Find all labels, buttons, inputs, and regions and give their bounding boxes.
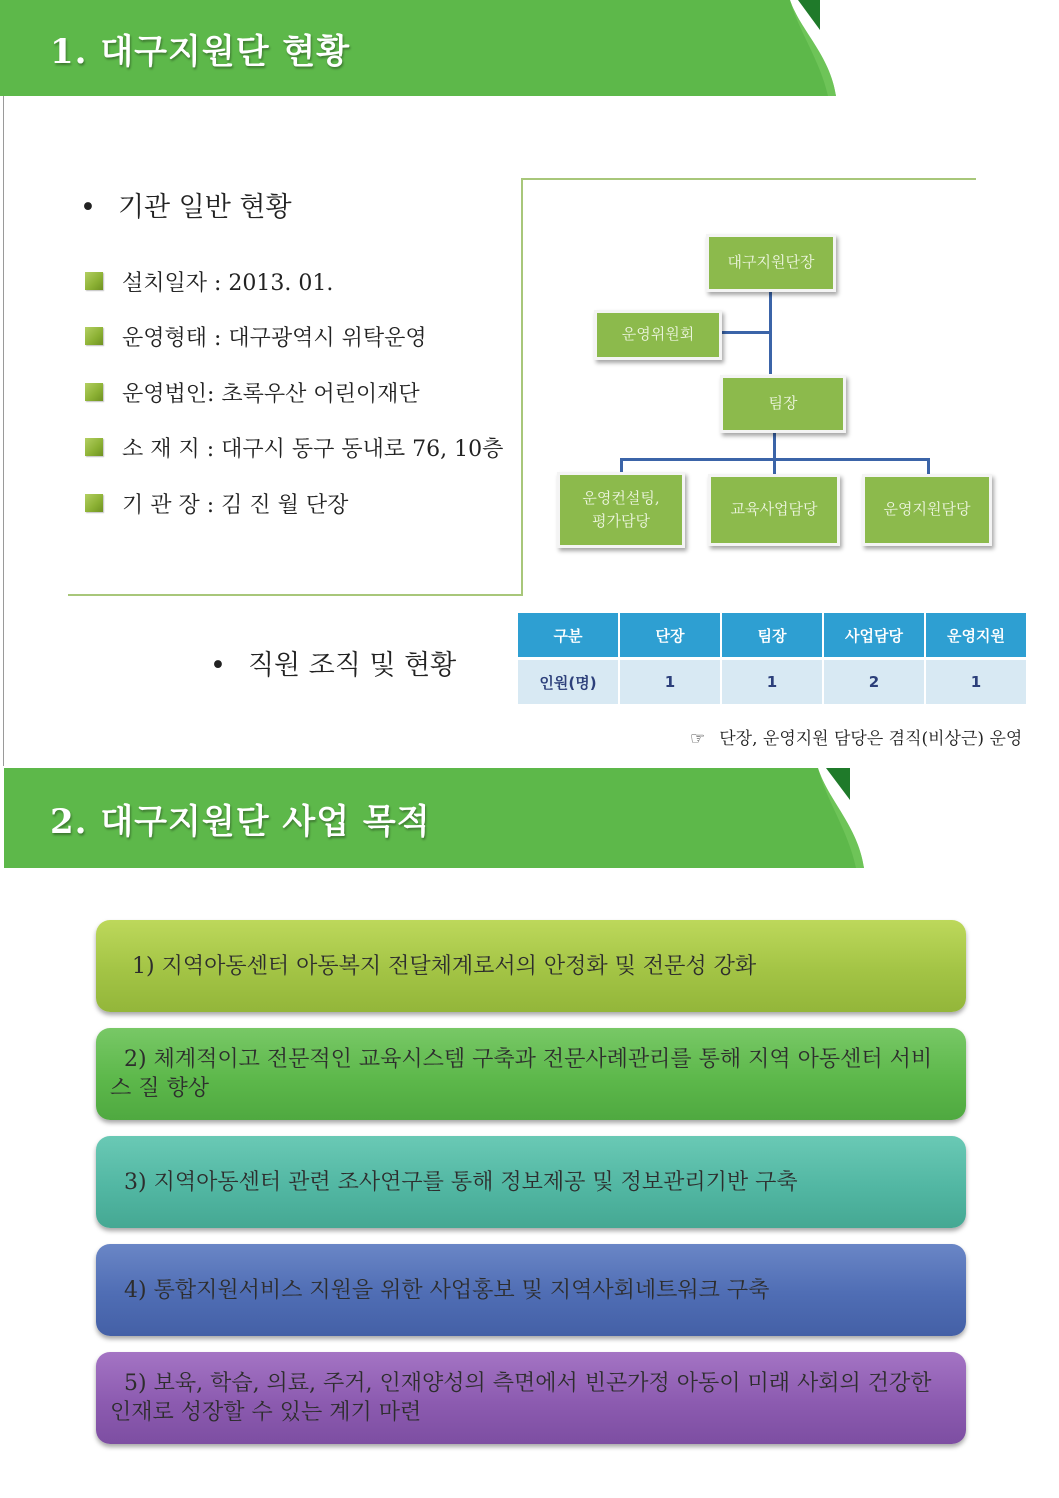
table-header-row [518,613,1026,659]
info-text: 소 재 지 : 대구시 동구 동내로 76, 10층 [122,436,504,462]
purpose-text: 2) 체계적이고 전문적인 교육시스템 구축과 전문사례관리를 통해 지역 아동센터 서비스 질 향상 [110,1047,933,1101]
table-cell: 1 [619,659,721,705]
staff-table [518,613,1026,704]
purpose-item [96,1136,966,1228]
org-connector [927,458,930,474]
org-connector [773,458,776,474]
table-cell: 인원(명) [518,659,619,705]
table-header-cell: 단장 [619,613,721,659]
staff-note [690,724,1022,749]
general-status-heading [80,185,292,224]
square-bullet-icon [85,438,103,456]
square-bullet-icon [85,272,103,290]
table-cell: 1 [721,659,823,705]
purpose-text: 4) 통합지원서비스 지원을 위한 사업홍보 및 지역사회네트워크 구축 [124,1277,770,1303]
general-status-heading-text: 기관 일반 현황 [117,192,292,223]
square-bullet-icon [85,494,103,512]
org-frame-left [521,178,523,596]
staff-note-text: 단장, 운영지원 담당은 겸직(비상근) 운영 [719,729,1023,749]
square-bullet-icon [85,383,103,401]
section1-title: 1. 대구지원단 현황 [50,32,351,72]
frame-left-border [3,96,4,766]
section1-banner [0,0,860,100]
pointing-hand-icon: ☞ [690,729,706,749]
org-unit-box: 운영지원담당 [862,474,992,546]
purpose-item [96,920,966,1012]
bullet-dot: • [210,650,226,681]
purpose-item [96,1028,966,1120]
table-row [518,659,1026,705]
staff-heading-text: 직원 조직 및 현황 [247,650,457,681]
section2-banner [0,768,880,870]
table-header-cell: 팀장 [721,613,823,659]
section2-title: 2. 대구지원단 사업 목적 [50,802,431,842]
purpose-text: 5) 보육, 학습, 의료, 주거, 인재양성의 측면에서 빈곤가정 아동이 미래 사회의 건강한 인재로 성장할 수 있는 계기 마련 [110,1371,939,1425]
info-text: 운영법인: 초록우산 어린이재단 [122,381,420,407]
table-cell: 2 [823,659,925,705]
staff-heading [210,643,456,682]
org-frame-top [521,178,976,180]
org-unit-box: 교육사업담당 [708,474,840,546]
info-row [85,266,333,296]
purpose-text: 1) 지역아동센터 아동복지 전달체계로서의 안정화 및 전문성 강화 [132,953,757,979]
info-row [85,377,420,407]
org-connector [620,458,623,472]
square-bullet-icon [85,327,103,345]
purpose-text: 3) 지역아동센터 관련 조사연구를 통해 정보제공 및 정보관리기반 구축 [124,1169,798,1195]
org-connector [722,331,770,334]
info-row [85,488,348,518]
section1-divider [68,594,523,596]
purpose-item [96,1244,966,1336]
org-teamlead-box: 팀장 [720,375,846,433]
info-text: 운영형태 : 대구광역시 위탁운영 [122,325,427,351]
table-header-cell: 사업담당 [823,613,925,659]
info-text: 기 관 장 : 김 진 월 단장 [122,492,349,518]
table-header-cell: 운영지원 [925,613,1026,659]
info-text: 설치일자 : 2013. 01. [122,270,334,296]
org-unit-box: 운영컨설팅, 평가담당 [557,472,685,548]
org-committee-box: 운영위원회 [594,310,722,360]
org-connector [773,432,776,460]
info-row [85,321,427,351]
info-row [85,432,503,462]
purpose-item [96,1352,966,1444]
table-cell: 1 [925,659,1026,705]
table-header-cell: 구분 [518,613,619,659]
org-head-box: 대구지원단장 [706,234,836,292]
bullet-dot: • [80,192,96,223]
